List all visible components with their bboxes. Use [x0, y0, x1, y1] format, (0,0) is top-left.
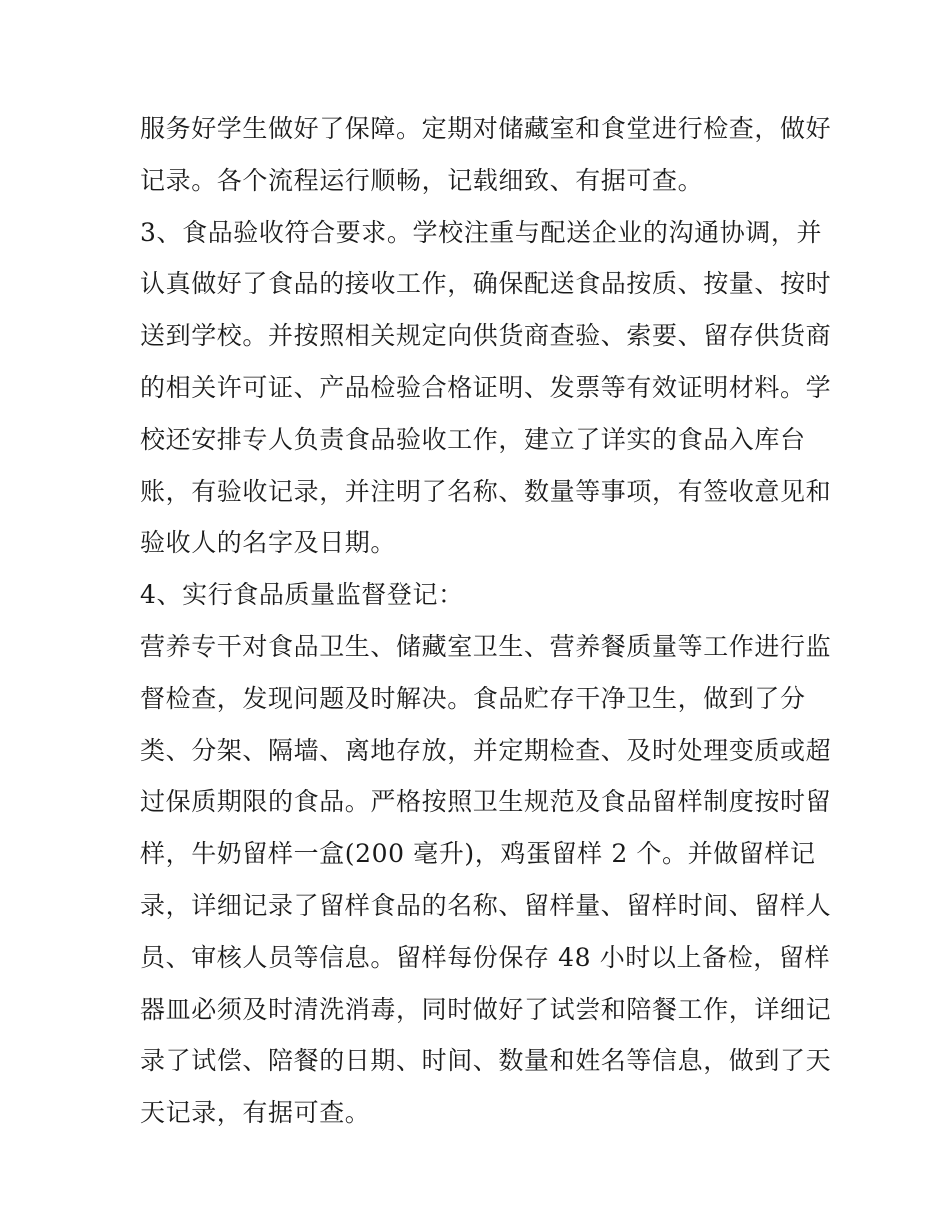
section-heading: 4、实行食品质量监督登记： [140, 580, 464, 610]
text-line: 器皿必须及时清洗消毒，同时做好了试尝和陪餐工作，详细记 [140, 994, 832, 1024]
text-line: 类、分架、隔墙、离地存放，并定期检查、及时处理变质或超 [140, 735, 832, 765]
text-line: 督检查，发现问题及时解决。食品贮存干净卫生，做到了分 [140, 683, 806, 713]
text-line: 天记录，有据可查。 [140, 1098, 371, 1128]
text-line: 账，有验收记录，并注明了名称、数量等事项，有签收意见和 [140, 476, 832, 506]
text-line: 送到学校。并按照相关规定向供货商查验、索要、留存供货商 [140, 321, 832, 351]
section-heading: 3、食品验收符合要求。学校注重与配送企业的沟通协调，并 [140, 217, 823, 247]
text-line: 录了试偿、陪餐的日期、时间、数量和姓名等信息，做到了天 [140, 1046, 832, 1076]
text-line: 验收人的名字及日期。 [140, 528, 397, 558]
text-line: 的相关许可证、产品检验合格证明、发票等有效证明材料。学 [140, 372, 832, 402]
text-line: 员、审核人员等信息。留样每份保存 48 小时以上备检，留样 [140, 942, 831, 972]
text-line: 录，详细记录了留样食品的名称、留样量、留样时间、留样人 [140, 890, 832, 920]
text-line: 样，牛奶留样一盒(200 毫升)，鸡蛋留样 2 个。并做留样记 [140, 839, 816, 869]
text-line: 过保质期限的食品。严格按照卫生规范及食品留样制度按时留 [140, 787, 832, 817]
body-text [140, 103, 832, 1139]
text-line: 营养专干对食品卫生、储藏室卫生、营养餐质量等工作进行监 [140, 631, 832, 661]
text-line: 记录。各个流程运行顺畅，记载细致、有据可查。 [140, 165, 704, 195]
text-line: 服务好学生做好了保障。定期对储藏室和食堂进行检查，做好 [140, 114, 832, 143]
text-line: 认真做好了食品的接收工作，确保配送食品按质、按量、按时 [140, 269, 832, 299]
text-line: 校还安排专人负责食品验收工作，建立了详实的食品入库台 [140, 424, 806, 454]
